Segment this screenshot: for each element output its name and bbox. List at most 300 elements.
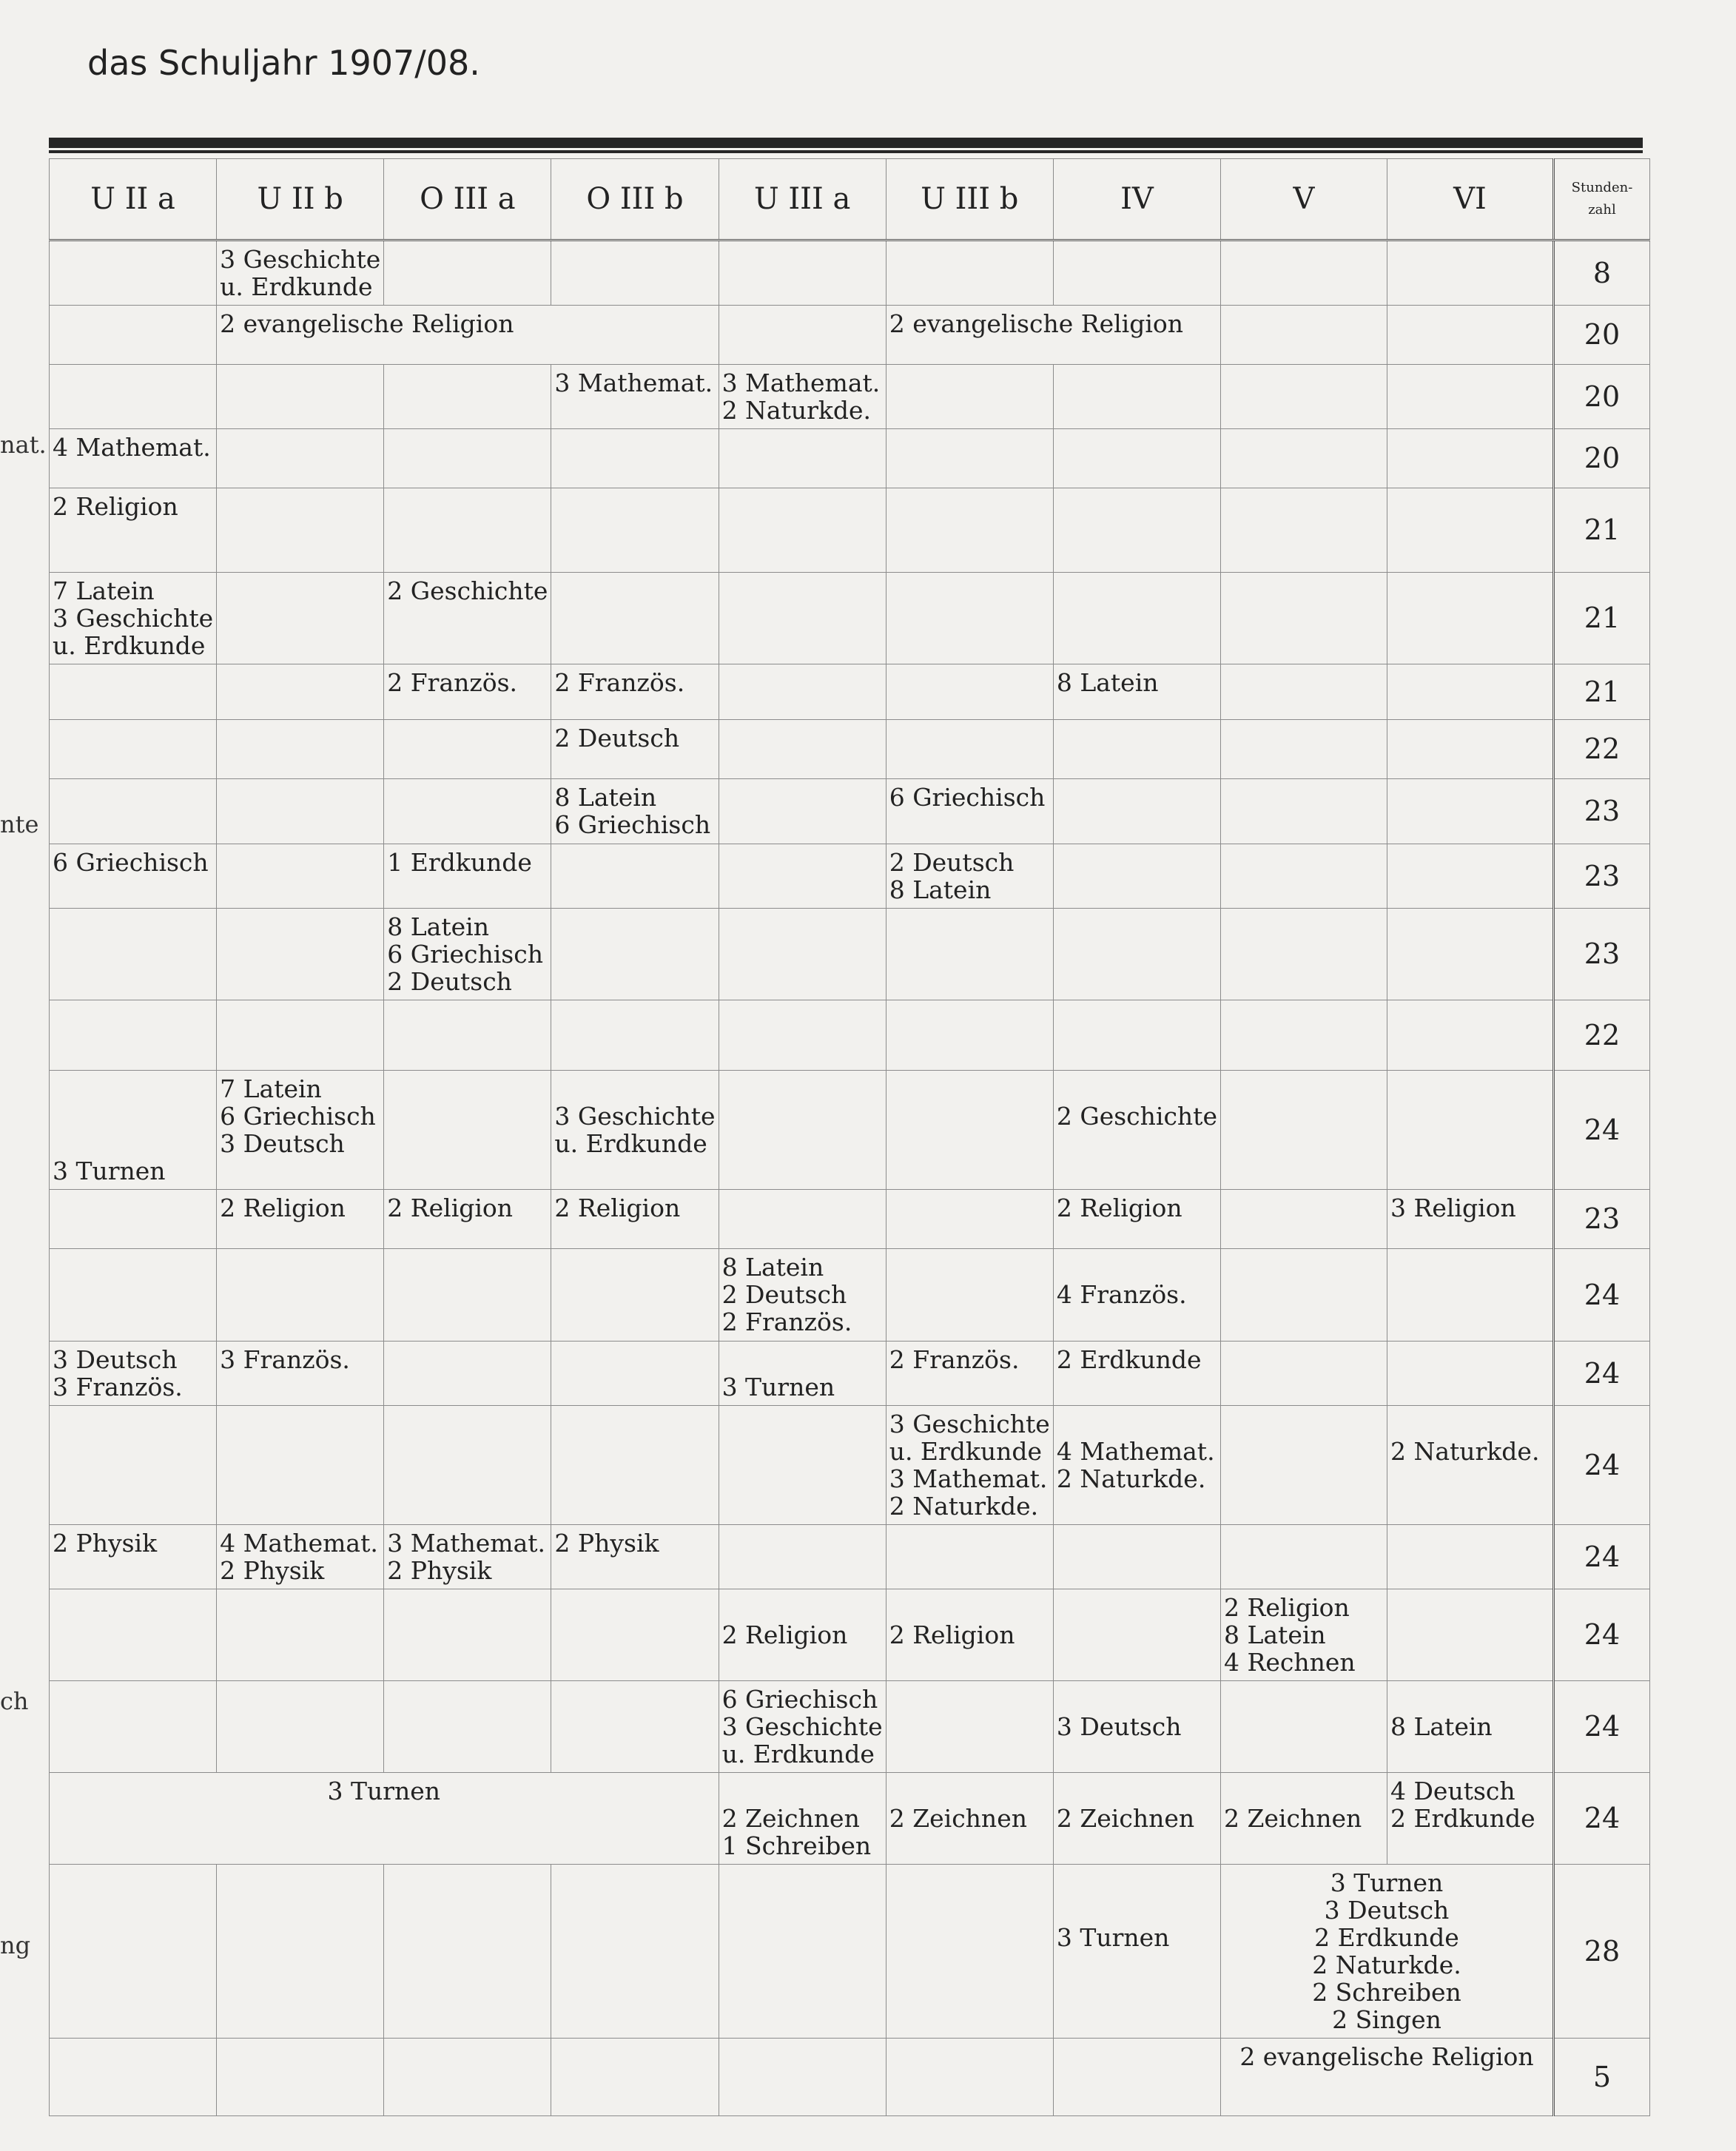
hours-count: 20 [1553, 365, 1649, 429]
empty-cell [886, 1190, 1053, 1249]
subject-entry: 2 Deutsch [387, 967, 512, 996]
schedule-cell [384, 844, 551, 909]
empty-cell [1220, 909, 1387, 1000]
subject-entry: 4 Französ. [1056, 1280, 1187, 1309]
edge-fragment: nte [0, 810, 39, 838]
schedule-cell [551, 365, 719, 429]
schedule-cell [1387, 1406, 1553, 1525]
empty-cell [1053, 365, 1220, 429]
header-rule [49, 138, 1643, 148]
subject-entry: 8 Latein [387, 912, 489, 941]
table-row [50, 909, 1650, 1000]
empty-cell [384, 2039, 551, 2116]
table-row [50, 429, 1650, 488]
table-row [50, 1589, 1650, 1681]
subject-entry: 2 Zeichnen [889, 1804, 1027, 1833]
subject-entry: 3 Mathemat. [554, 368, 713, 397]
empty-cell [1220, 1190, 1387, 1249]
hours-count: 20 [1553, 429, 1649, 488]
subject-entry: u. Erdkunde [721, 1740, 875, 1768]
empty-cell [719, 488, 886, 573]
empty-cell [1053, 1589, 1220, 1681]
subject-entry [889, 1777, 1050, 1805]
schedule-cell [1053, 1865, 1220, 2039]
empty-cell [217, 720, 384, 779]
subject-entry [1057, 1686, 1217, 1713]
edge-fragment: ch [0, 1687, 29, 1715]
empty-cell [551, 1406, 719, 1525]
schedule-cell [551, 720, 719, 779]
empty-cell [551, 240, 719, 306]
empty-cell [719, 1000, 886, 1071]
subject-entry: 2 Religion [554, 1194, 681, 1222]
empty-cell [719, 664, 886, 720]
hours-count: 22 [1553, 1000, 1649, 1071]
schedule-cell [1053, 1249, 1220, 1342]
empty-cell [1387, 488, 1553, 573]
empty-cell [217, 573, 384, 664]
schedule-cell [1220, 1865, 1553, 2039]
subject-entry: u. Erdkunde [53, 631, 206, 660]
subject-entry: 3 Französ. [220, 1345, 350, 1374]
hours-count: 24 [1553, 1773, 1649, 1865]
schedule-cell [1053, 664, 1220, 720]
subject-entry [722, 1594, 883, 1621]
edge-fragment: nat. [0, 431, 47, 459]
hours-count: 23 [1553, 909, 1649, 1000]
subject-entry: 3 Geschichte [889, 1410, 1050, 1438]
subject-entry: 6 Griechisch [387, 940, 543, 969]
schedule-cell [1387, 1681, 1553, 1773]
empty-cell [719, 1865, 886, 2039]
empty-cell [1387, 1071, 1553, 1190]
empty-cell [1220, 720, 1387, 779]
hours-count: 22 [1553, 720, 1649, 779]
header-class: V [1220, 159, 1387, 240]
subject-entry: 2 Religion [1056, 1194, 1182, 1222]
table-row [50, 1190, 1650, 1249]
empty-cell [1387, 306, 1553, 365]
schedule-cell [719, 365, 886, 429]
empty-cell [50, 1865, 217, 2039]
subject-entry: 4 Mathemat. [53, 433, 211, 462]
schedule-cell [886, 1589, 1053, 1681]
subject-entry: 4 Rechnen [1223, 1648, 1356, 1677]
subject-entry: 2 Deutsch [721, 1280, 847, 1309]
subject-entry: 2 Religion [1223, 1593, 1350, 1622]
empty-cell [384, 1071, 551, 1190]
header-rule-thin [49, 150, 1643, 153]
schedule-cell [217, 1190, 384, 1249]
subject-entry: 3 Turnen [721, 1373, 835, 1401]
subject-entry: 2 Erdkunde [1390, 1804, 1535, 1833]
subject-entry: 3 Mathemat. [889, 1464, 1048, 1493]
empty-cell [50, 306, 217, 365]
subject-entry [1390, 1686, 1550, 1713]
empty-cell [217, 1681, 384, 1773]
table-row [50, 573, 1650, 664]
table-row [50, 1000, 1650, 1071]
schedule-cell [50, 488, 217, 573]
empty-cell [50, 779, 217, 844]
subject-entry: 3 Deutsch [53, 1345, 178, 1374]
empty-cell [719, 2039, 886, 2116]
subject-entry: 2 Physik [554, 1529, 659, 1558]
hours-count: 24 [1553, 1525, 1649, 1589]
schedule-cell [886, 1773, 1053, 1865]
schedule-cell [50, 844, 217, 909]
subject-entry: 2 Naturkde. [1056, 1464, 1206, 1493]
empty-cell [719, 1071, 886, 1190]
subject-entry: 8 Latein [554, 783, 657, 812]
empty-cell [384, 429, 551, 488]
schedule-cell [217, 1071, 384, 1190]
subject-entry: 2 Geschichte [1056, 1102, 1217, 1131]
empty-cell [217, 1865, 384, 2039]
table-row [50, 2039, 1650, 2116]
header-class: O III a [384, 159, 551, 240]
empty-cell [217, 488, 384, 573]
empty-cell [719, 844, 886, 909]
empty-cell [384, 1589, 551, 1681]
table-row [50, 488, 1650, 573]
schedule-cell [886, 844, 1053, 909]
schedule-cell [1053, 1773, 1220, 1865]
header-class: O III b [551, 159, 719, 240]
empty-cell [719, 429, 886, 488]
subject-entry [1057, 1410, 1217, 1438]
empty-cell [384, 488, 551, 573]
empty-cell [1053, 844, 1220, 909]
empty-cell [551, 909, 719, 1000]
subject-entry: 2 Religion [889, 1620, 1015, 1649]
empty-cell [384, 240, 551, 306]
empty-cell [384, 1000, 551, 1071]
table-row [50, 1525, 1650, 1589]
empty-cell [50, 240, 217, 306]
empty-cell [551, 1865, 719, 2039]
empty-cell [551, 1589, 719, 1681]
empty-cell [886, 664, 1053, 720]
subject-entry: 7 Latein [53, 576, 155, 605]
empty-cell [886, 365, 1053, 429]
empty-cell [551, 1249, 719, 1342]
subject-entry: 2 Erdkunde [1056, 1345, 1202, 1374]
schedule-cell [1053, 1406, 1220, 1525]
schedule-cell [1387, 1773, 1553, 1865]
subject-entry: 2 Deutsch [554, 724, 680, 753]
hours-count: 24 [1553, 1589, 1649, 1681]
schedule-cell [50, 573, 217, 664]
subject-entry: 2 Naturkde. [1390, 1437, 1540, 1466]
table-row [50, 306, 1650, 365]
hours-count: 24 [1553, 1071, 1649, 1190]
table-row [50, 240, 1650, 306]
schedule-cell [719, 1681, 886, 1773]
subject-entry: 4 Mathemat. [1056, 1437, 1215, 1466]
empty-cell [217, 1249, 384, 1342]
empty-cell [50, 720, 217, 779]
subject-entry: 8 Latein [1390, 1712, 1493, 1741]
empty-cell [217, 429, 384, 488]
table-row [50, 1249, 1650, 1342]
subject-entry [1057, 1075, 1217, 1103]
hours-count: 24 [1553, 1681, 1649, 1773]
subject-entry: 2 Deutsch [889, 848, 1015, 877]
subject-entry: 6 Griechisch [554, 810, 711, 839]
subject-entry: 3 Geschichte [721, 1712, 883, 1741]
subject-entry: u. Erdkunde [889, 1437, 1043, 1466]
schedule-cell [719, 1773, 886, 1865]
table-row [50, 1342, 1650, 1406]
subject-entry [1057, 1253, 1217, 1281]
table-row [50, 844, 1650, 909]
empty-cell [217, 2039, 384, 2116]
header-hours-count: Stunden-zahl [1553, 159, 1649, 240]
schedule-cell [50, 1071, 217, 1190]
empty-cell [1387, 429, 1553, 488]
empty-cell [1387, 720, 1553, 779]
empty-cell [886, 1071, 1053, 1190]
empty-cell [50, 1190, 217, 1249]
empty-cell [886, 1000, 1053, 1071]
subject-entry: 6 Griechisch [889, 783, 1046, 812]
schedule-cell [551, 664, 719, 720]
empty-cell [1220, 365, 1387, 429]
empty-cell [384, 1249, 551, 1342]
subject-entry: 2 Französ. [387, 668, 518, 697]
subject-entry: 2 Naturkde. [889, 1492, 1039, 1521]
subject-entry: 2 Zeichnen [721, 1804, 860, 1833]
empty-cell [1053, 909, 1220, 1000]
subject-entry: 2 Religion [721, 1620, 848, 1649]
empty-cell [551, 488, 719, 573]
empty-cell [50, 1000, 217, 1071]
empty-cell [217, 664, 384, 720]
subject-entry: u. Erdkunde [220, 272, 373, 301]
empty-cell [384, 1342, 551, 1406]
hours-count: 24 [1553, 1406, 1649, 1525]
schedule-cell [1220, 1589, 1387, 1681]
subject-entry [53, 1130, 213, 1157]
empty-cell [719, 1190, 886, 1249]
schedule-cell [886, 1342, 1053, 1406]
subject-entry: 6 Griechisch [220, 1102, 376, 1131]
subject-entry [1057, 1896, 1217, 1924]
schedule-cell [50, 1773, 719, 1865]
schedule-cell [217, 1342, 384, 1406]
schedule-cell [886, 1406, 1053, 1525]
empty-cell [1053, 1000, 1220, 1071]
schedule-cell [384, 1190, 551, 1249]
schedule-cell [384, 1525, 551, 1589]
subject-entry: 2 Singen [1332, 2005, 1441, 2034]
table-row [50, 1773, 1650, 1865]
subject-entry: 1 Erdkunde [387, 848, 532, 877]
schedule-cell [1053, 1681, 1220, 1773]
subject-entry: 2 Erdkunde [1314, 1923, 1459, 1952]
subject-entry: 7 Latein [220, 1074, 322, 1103]
empty-cell [1053, 1525, 1220, 1589]
schedule-cell [719, 1589, 886, 1681]
subject-entry: 1 Schreiben [721, 1831, 872, 1860]
empty-cell [1220, 1342, 1387, 1406]
subject-entry: 3 Religion [1390, 1194, 1516, 1222]
empty-cell [886, 909, 1053, 1000]
empty-cell [1387, 240, 1553, 306]
subject-entry [1057, 1869, 1217, 1896]
empty-cell [719, 306, 886, 365]
schedule-cell [217, 1525, 384, 1589]
empty-cell [1220, 1249, 1387, 1342]
schedule-cell [551, 1071, 719, 1190]
subject-entry: 4 Mathemat. [220, 1529, 378, 1558]
empty-cell [1220, 844, 1387, 909]
empty-cell [1387, 365, 1553, 429]
empty-cell [50, 1589, 217, 1681]
empty-cell [1387, 779, 1553, 844]
empty-cell [1387, 1342, 1553, 1406]
empty-cell [1053, 779, 1220, 844]
subject-entry: 8 Latein [1223, 1620, 1326, 1649]
empty-cell [886, 429, 1053, 488]
schedule-cell [1387, 1190, 1553, 1249]
subject-entry [1057, 1777, 1217, 1805]
subject-entry [53, 1075, 213, 1103]
schedule-cell [384, 573, 551, 664]
hours-count: 23 [1553, 844, 1649, 909]
hours-count: 20 [1553, 306, 1649, 365]
hours-count: 28 [1553, 1865, 1649, 2039]
subject-entry: 4 Deutsch [1390, 1777, 1515, 1805]
hours-count: 23 [1553, 779, 1649, 844]
empty-cell [217, 365, 384, 429]
subject-entry [1390, 1410, 1550, 1438]
empty-cell [217, 844, 384, 909]
subject-entry: 2 Physik [387, 1556, 492, 1585]
table-row [50, 365, 1650, 429]
table-row [50, 779, 1650, 844]
empty-cell [719, 1525, 886, 1589]
empty-cell [1387, 909, 1553, 1000]
empty-cell [50, 365, 217, 429]
subject-entry: 6 Griechisch [53, 848, 209, 877]
schedule-cell [1053, 1342, 1220, 1406]
empty-cell [551, 2039, 719, 2116]
empty-cell [1053, 720, 1220, 779]
subject-entry: 2 Religion [387, 1194, 514, 1222]
edge-fragment: ng [0, 1931, 31, 1959]
schedule-cell [50, 1525, 217, 1589]
schedule-cell [50, 429, 217, 488]
empty-cell [886, 1525, 1053, 1589]
empty-cell [1387, 844, 1553, 909]
hours-count: 21 [1553, 488, 1649, 573]
subject-entry [722, 1346, 883, 1373]
header-class: U II a [50, 159, 217, 240]
subject-entry: 3 Deutsch [1056, 1712, 1182, 1741]
empty-cell [719, 720, 886, 779]
empty-cell [50, 1249, 217, 1342]
subject-entry: 2 evangelische Religion [1239, 2042, 1534, 2071]
empty-cell [384, 1681, 551, 1773]
subject-entry: 2 Physik [53, 1529, 158, 1558]
schedule-cell [1053, 1071, 1220, 1190]
empty-cell [50, 909, 217, 1000]
empty-cell [50, 664, 217, 720]
header-class: U III b [886, 159, 1053, 240]
empty-cell [551, 1681, 719, 1773]
subject-entry: 2 Zeichnen [1056, 1804, 1195, 1833]
subject-entry: 6 Griechisch [721, 1685, 878, 1714]
empty-cell [1220, 1071, 1387, 1190]
subject-entry: 2 evangelische Religion [889, 309, 1184, 338]
subject-entry: 3 Turnen [1330, 1868, 1444, 1897]
empty-cell [1220, 306, 1387, 365]
timetable-header-row [50, 159, 1650, 240]
schedule-cell [217, 306, 719, 365]
empty-cell [719, 779, 886, 844]
header-class: U II b [217, 159, 384, 240]
page-title: das Schuljahr 1907/08. [87, 43, 480, 83]
subject-entry: 3 Geschichte [220, 245, 381, 274]
empty-cell [551, 844, 719, 909]
empty-cell [50, 2039, 217, 2116]
empty-cell [551, 429, 719, 488]
empty-cell [384, 779, 551, 844]
hours-count: 21 [1553, 573, 1649, 664]
schedule-cell [886, 306, 1220, 365]
empty-cell [551, 573, 719, 664]
empty-cell [217, 1406, 384, 1525]
schedule-cell [719, 1342, 886, 1406]
empty-cell [1220, 488, 1387, 573]
subject-entry: 2 Französ. [889, 1345, 1020, 1374]
subject-entry [554, 1075, 715, 1103]
table-row [50, 664, 1650, 720]
subject-entry: 3 Geschichte [554, 1102, 716, 1131]
empty-cell [886, 1249, 1053, 1342]
empty-cell [1387, 573, 1553, 664]
empty-cell [1387, 1249, 1553, 1342]
subject-entry: 3 Französ. [53, 1373, 183, 1401]
empty-cell [719, 1406, 886, 1525]
subject-entry: u. Erdkunde [554, 1129, 707, 1158]
empty-cell [1053, 488, 1220, 573]
schedule-cell [217, 240, 384, 306]
hours-count: 8 [1553, 240, 1649, 306]
empty-cell [384, 365, 551, 429]
subject-entry: 2 evangelische Religion [220, 309, 514, 338]
empty-cell [886, 1865, 1053, 2039]
empty-cell [1053, 240, 1220, 306]
empty-cell [1220, 1525, 1387, 1589]
empty-cell [1220, 664, 1387, 720]
schedule-cell [551, 779, 719, 844]
subject-entry: 2 Naturkde. [721, 396, 872, 425]
empty-cell [384, 720, 551, 779]
subject-entry: 3 Turnen [327, 1777, 441, 1805]
empty-cell [551, 1000, 719, 1071]
subject-entry: 3 Deutsch [220, 1129, 345, 1158]
schedule-cell [551, 1525, 719, 1589]
schedule-cell [1220, 2039, 1553, 2116]
subject-entry: 2 Religion [53, 492, 178, 521]
empty-cell [217, 909, 384, 1000]
subject-entry: 3 Turnen [1056, 1923, 1170, 1952]
hours-count: 21 [1553, 664, 1649, 720]
empty-cell [50, 1681, 217, 1773]
